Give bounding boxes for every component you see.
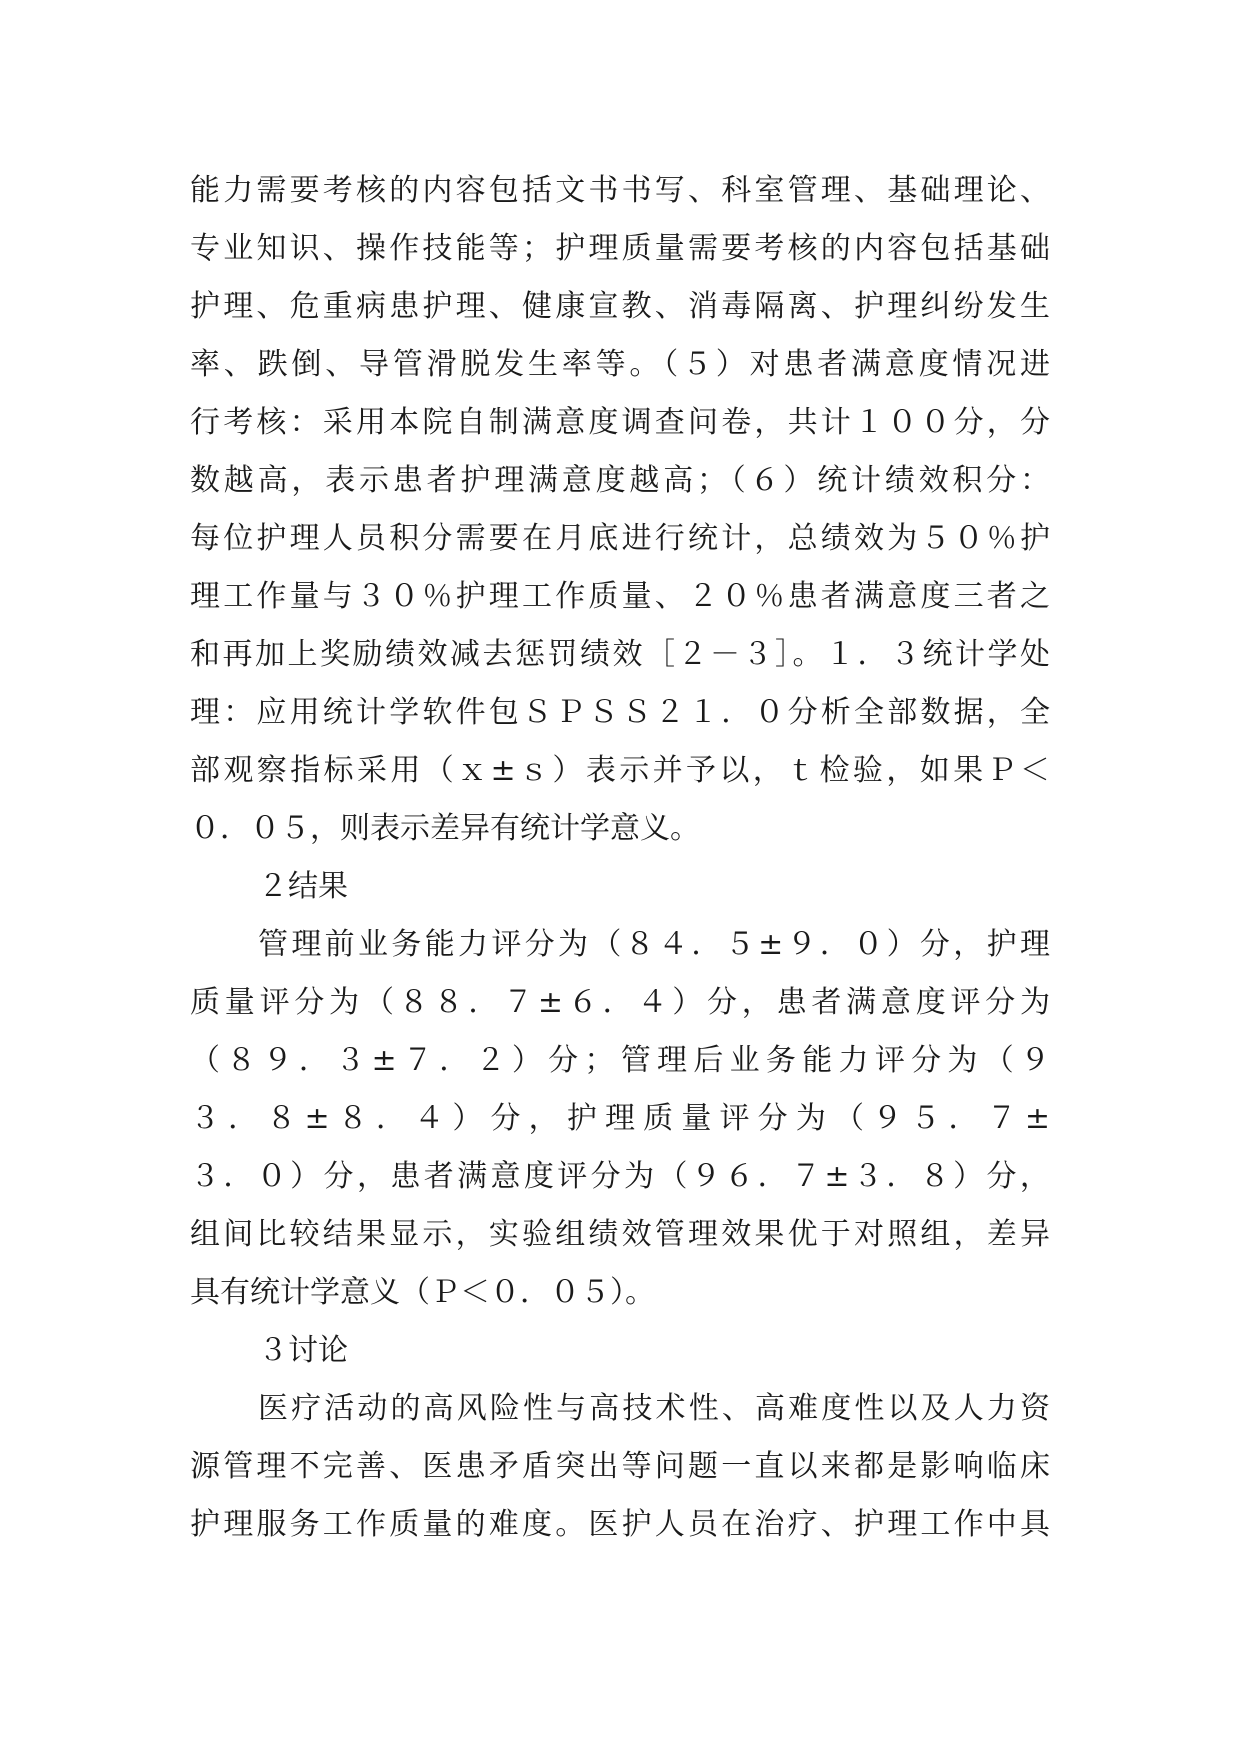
text-line: 行考核：采用本院自制满意度调查问卷，共计１００分，分 bbox=[190, 405, 1054, 440]
text-line: 组间比较结果显示，实验组绩效管理效果优于对照组，差异 bbox=[190, 1217, 1054, 1252]
text-line: ３．８±８．４）分，护理质量评分为（９５．７± bbox=[190, 1101, 1059, 1136]
text-line: 部观察指标采用（ｘ±ｓ）表示并予以，ｔ检验，如果Ｐ＜ bbox=[190, 753, 1054, 788]
text-line: 每位护理人员积分需要在月底进行统计，总绩效为５０％护 bbox=[190, 521, 1054, 556]
text-line: 专业知识、操作技能等；护理质量需要考核的内容包括基础 bbox=[190, 231, 1054, 266]
text-line: 理工作量与３０％护理工作质量、２０％患者满意度三者之 bbox=[190, 579, 1054, 614]
text-line: 数越高，表示患者护理满意度越高；（６）统计绩效积分： bbox=[190, 463, 1054, 498]
indented-line: ２结果 bbox=[258, 869, 348, 904]
text-line: 护理服务工作质量的难度。医护人员在治疗、护理工作中具 bbox=[190, 1507, 1054, 1542]
body-text bbox=[190, 162, 1090, 1554]
text-line: （８９．３±７．２）分；管理后业务能力评分为（９ bbox=[190, 1043, 1057, 1078]
text-line: 率、跌倒、导管滑脱发生率等。（５）对患者满意度情况进 bbox=[190, 347, 1054, 382]
text-line: ３．０）分，患者满意度评分为（９６．７±３．８）分， bbox=[190, 1159, 1054, 1194]
text-line: ０．０５，则表示差异有统计学意义。 bbox=[190, 811, 700, 846]
text-line: 具有统计学意义（Ｐ＜０．０５）。 bbox=[190, 1275, 655, 1310]
indented-line: 医疗活动的高风险性与高技术性、高难度性以及人力资 bbox=[258, 1391, 1054, 1426]
text-line: 和再加上奖励绩效减去惩罚绩效［２－３］。１．３统计学处 bbox=[190, 637, 1053, 672]
text-line: 能力需要考核的内容包括文书书写、科室管理、基础理论、 bbox=[190, 173, 1054, 208]
indented-line: ３讨论 bbox=[258, 1333, 348, 1368]
text-line: 质量评分为（８８．７±６．４）分，患者满意度评分为 bbox=[190, 985, 1055, 1020]
text-line: 护理、危重病患护理、健康宣教、消毒隔离、护理纠纷发生 bbox=[190, 289, 1054, 324]
text-line: 源管理不完善、医患矛盾突出等问题一直以来都是影响临床 bbox=[190, 1449, 1054, 1484]
text-line: 理：应用统计学软件包ＳＰＳＳ２１．０分析全部数据，全 bbox=[190, 695, 1054, 730]
indented-line: 管理前业务能力评分为（８４．５±９．０）分，护理 bbox=[258, 927, 1054, 962]
